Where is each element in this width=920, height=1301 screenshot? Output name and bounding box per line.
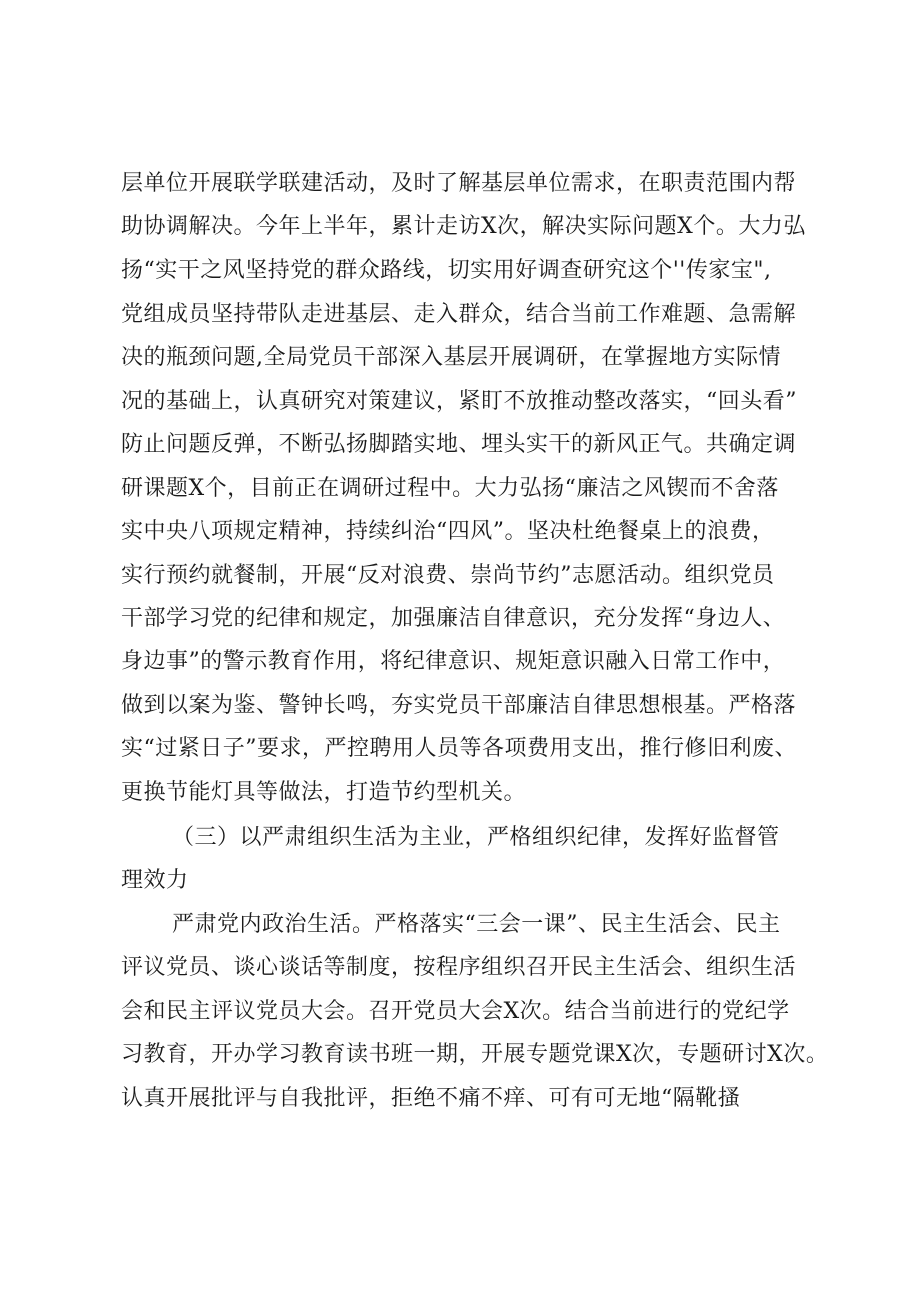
paragraph-line: 研课题X个，目前正在调研过程中。大力弘扬“廉洁之风锲而不舍落 [121,476,779,501]
paragraph-line: 严肃党内政治生活。严格落实“三会一课”、民主生活会、民主 [172,912,781,937]
paragraph-line: 实中央八项规定精神，持续纠治“四风”。坚决杜绝餐桌上的浪费， [121,519,775,544]
section-heading: （三）以严肃组织生活为主业，严格组织纪律，发挥好监督管 [172,825,780,850]
paragraph-line: 干部学习党的纪律和规定，加强廉洁自律意识，充分发挥“身边人、 [121,606,786,631]
paragraph-line: 助协调解决。今年上半年，累计走访X次，解决实际问题X个。大力弘 [121,214,806,239]
paragraph-line: 习教育，开办学习教育读书班一期，开展专题党课X次，专题研讨X次。 [121,1042,829,1067]
paragraph-line: 会和民主评议党员大会。召开党员大会X次。结合当前进行的党纪学 [121,999,790,1024]
paragraph-line: 实“过紧日子”要求，严控聘用人员等各项费用支出，推行修旧利废、 [121,736,797,761]
paragraph-line: 做到以案为鉴、警钟长鸣，夯实党员干部廉洁自律思想根基。严格落 [121,693,797,718]
paragraph-line: 评议党员、谈心谈话等制度，按程序组织召开民主生活会、组织生活 [121,955,797,980]
paragraph-line: 扬“实干之风坚持党的群众路线，切实用好调查研究这个''传家宝", [121,258,772,283]
paragraph-line: 认真开展批评与自我批评，拒绝不痛不痒、可有可无地“隔靴搔 [121,1086,741,1111]
section-heading-continued: 理效力 [121,868,189,893]
paragraph-line: 层单位开展联学联建活动，及时了解基层单位需求，在职责范围内帮 [121,171,797,196]
paragraph-line: 党组成员坚持带队走进基层、走入群众，结合当前工作难题、急需解 [121,302,797,327]
paragraph-line: 更换节能灯具等做法，打造节约型机关。 [121,780,527,805]
paragraph-line: 况的基础上，认真研究对策建议，紧盯不放推动整改落实，“回头看” [121,389,797,414]
paragraph-line: 防止问题反弹，不断弘扬脚踏实地、埋头实干的新风正气。共确定调 [121,432,797,457]
paragraph-line: 实行预约就餐制，开展“反对浪费、崇尚节约”志愿活动。组织党员 [121,563,775,588]
paragraph-line: 身边事”的警示教育作用，将纪律意识、规矩意识融入日常工作中， [121,649,786,674]
paragraph-line: 决的瓶颈问题,全局党员干部深入基层开展调研，在掌握地方实际情 [121,345,781,370]
